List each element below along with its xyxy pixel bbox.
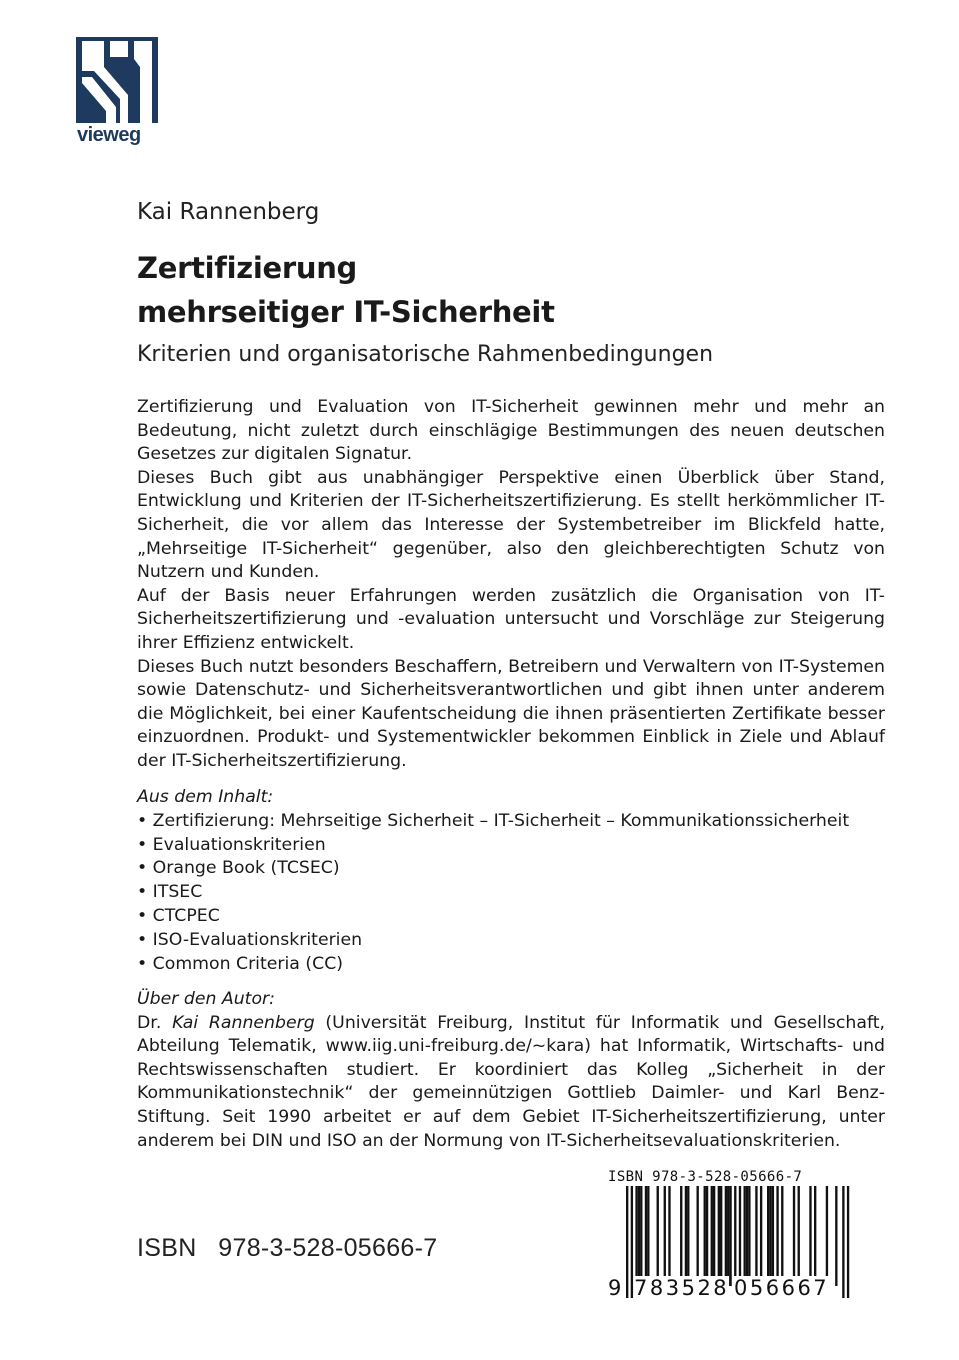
list-item: • CTCPEC	[137, 905, 220, 926]
barcode-bar	[847, 1186, 849, 1298]
author-bio: (Universität Freiburg, Institut für Informatik und Gesellschaft, Abteilung Telematik, www.iig.uni-freiburg.de/~kara) hat Informatik, Wirtschafts- und Rechtswissenschaften studiert. Er koordiniert das Kolleg „Sicherheit in der Kommunikationstechnik“ der gemeinnützigen Gottlieb Daimler- und Karl Benz-Stiftung. Seit 1990 arbeitet er auf dem Gebiet IT-Sicherheitszertifizierung, unter anderem bei DIN und ISO an der Normung von IT-Sicherheitsevaluationskriterien.	[137, 1012, 885, 1151]
barcode-bar	[718, 1186, 720, 1286]
book-title	[137, 246, 555, 334]
barcode-bar	[748, 1186, 750, 1286]
barcode-bar	[697, 1186, 699, 1286]
book-subtitle: Kriterien und organisatorische Rahmenbedingungen	[137, 342, 714, 367]
list-item: • Orange Book (TCSEC)	[137, 858, 340, 879]
barcode-bar	[826, 1186, 828, 1286]
barcode-isbn-caption: ISBN 978-3-528-05666-7	[608, 1169, 803, 1185]
barcode-digit-group-2: 056667	[734, 1276, 830, 1300]
barcode-digit-group-1: 783528	[634, 1276, 730, 1300]
barcode-bar	[727, 1186, 729, 1286]
isbn-label: ISBN 978-3-528-05666-7	[137, 1234, 438, 1262]
barcode-bar	[746, 1186, 748, 1286]
barcode	[604, 1168, 856, 1304]
barcode-bar	[631, 1186, 633, 1298]
publisher-logo	[76, 37, 160, 147]
about-author-section	[137, 988, 885, 1153]
barcode-bar	[835, 1186, 837, 1286]
barcode-bar	[711, 1186, 713, 1286]
barcode-bar	[798, 1186, 800, 1286]
list-item: • Common Criteria (CC)	[137, 953, 343, 974]
barcode-bar	[781, 1186, 783, 1286]
barcode-bar	[776, 1186, 778, 1286]
contents-section	[137, 786, 897, 976]
author-prefix: Dr.	[137, 1012, 173, 1033]
barcode-bar	[706, 1186, 708, 1286]
barcode-bar	[635, 1186, 637, 1286]
author-name: Kai Rannenberg	[137, 199, 320, 225]
barcode-bar	[645, 1186, 647, 1286]
barcode-bar	[704, 1186, 706, 1286]
description-paragraph: Dieses Buch nutzt besonders Beschaffern, Betreibern und Verwaltern von IT-Systemen sowie Datenschutz- und Sicherheitsverantwortlichen und gibt ihnen unter anderem die Möglichkeit, bei einer Kaufentscheidung die ihnen präsentierten Zertifikate besser einzuordnen. Produkt- und Systementwickler bekommen Einblick in Ziele und Ablauf der IT-Sicherheitszertifizierung.	[137, 656, 885, 771]
barcode-bar	[793, 1186, 795, 1286]
barcode-bar	[626, 1186, 628, 1298]
barcode-bar	[744, 1186, 746, 1286]
barcode-bar	[729, 1186, 731, 1286]
about-author-text	[137, 1012, 885, 1154]
author-name-italic: Kai Rannenberg	[172, 1012, 315, 1033]
barcode-bar	[767, 1186, 769, 1286]
barcode-bar	[809, 1186, 811, 1286]
barcode-bar	[680, 1186, 682, 1286]
description	[137, 396, 885, 774]
barcode-bar	[842, 1186, 844, 1298]
logo-text: vieweg	[77, 124, 141, 146]
barcode-bar	[668, 1186, 670, 1286]
barcode-bar	[657, 1186, 659, 1286]
description-paragraph: Auf der Basis neuer Erfahrungen werden zusätzlich die Organisation von IT-Sicherheitszertifizierung und -evaluation untersucht und Vorschläge zur Steigerung ihrer Effizienz entwickelt.	[137, 585, 885, 653]
title-line-2: mehrseitiger IT-Sicherheit	[137, 295, 555, 329]
contents-list	[137, 810, 897, 977]
vieweg-logo-icon	[76, 37, 158, 123]
barcode-bar	[640, 1186, 642, 1286]
list-item: • ITSEC	[137, 882, 203, 903]
barcode-bar	[772, 1186, 774, 1286]
barcode-bar	[685, 1186, 687, 1286]
barcode-bar	[755, 1186, 757, 1286]
barcode-bar	[687, 1186, 689, 1286]
barcode-bar	[720, 1186, 722, 1286]
list-item: • Zertifizierung: Mehrseitige Sicherheit – IT-Sicherheit – Kommunikationssicherheit	[137, 810, 850, 831]
barcode-digit-first: 9	[608, 1276, 622, 1300]
barcode-bar	[725, 1186, 727, 1286]
barcode-bar	[647, 1186, 649, 1286]
about-author-heading: Über den Autor:	[137, 989, 275, 1009]
barcode-bar	[638, 1186, 640, 1286]
barcode-bar	[760, 1186, 762, 1286]
barcode-bar	[814, 1186, 816, 1286]
barcode-bar	[769, 1186, 771, 1286]
contents-heading: Aus dem Inhalt:	[137, 787, 274, 807]
title-line-1: Zertifizierung	[137, 251, 357, 285]
description-paragraph: Dieses Buch gibt aus unabhängiger Perspektive einen Überblick über Stand, Entwicklung und Kriterien der IT-Sicherheitszertifizierung. Es stellt herkömmlicher IT-Sicherheit, die vor allem das Interesse der Systembetreiber im Blickfeld hatte, „Mehrseitige IT-Sicherheit“ gegenüber, also den gleichberechtigten Schutz von Nutzern und Kunden.	[137, 467, 885, 583]
description-paragraph: Zertifizierung und Evaluation von IT-Sicherheit gewinnen mehr und mehr an Bedeutung, nicht zuletzt durch einschlägige Bestimmungen des neuen deutschen Gesetzes zur digitalen Signatur.	[137, 397, 885, 465]
list-item: • Evaluationskriterien	[137, 834, 326, 855]
barcode-bar	[664, 1186, 666, 1286]
list-item: • ISO-Evaluationskriterien	[137, 929, 363, 950]
barcode-bar	[713, 1186, 715, 1286]
